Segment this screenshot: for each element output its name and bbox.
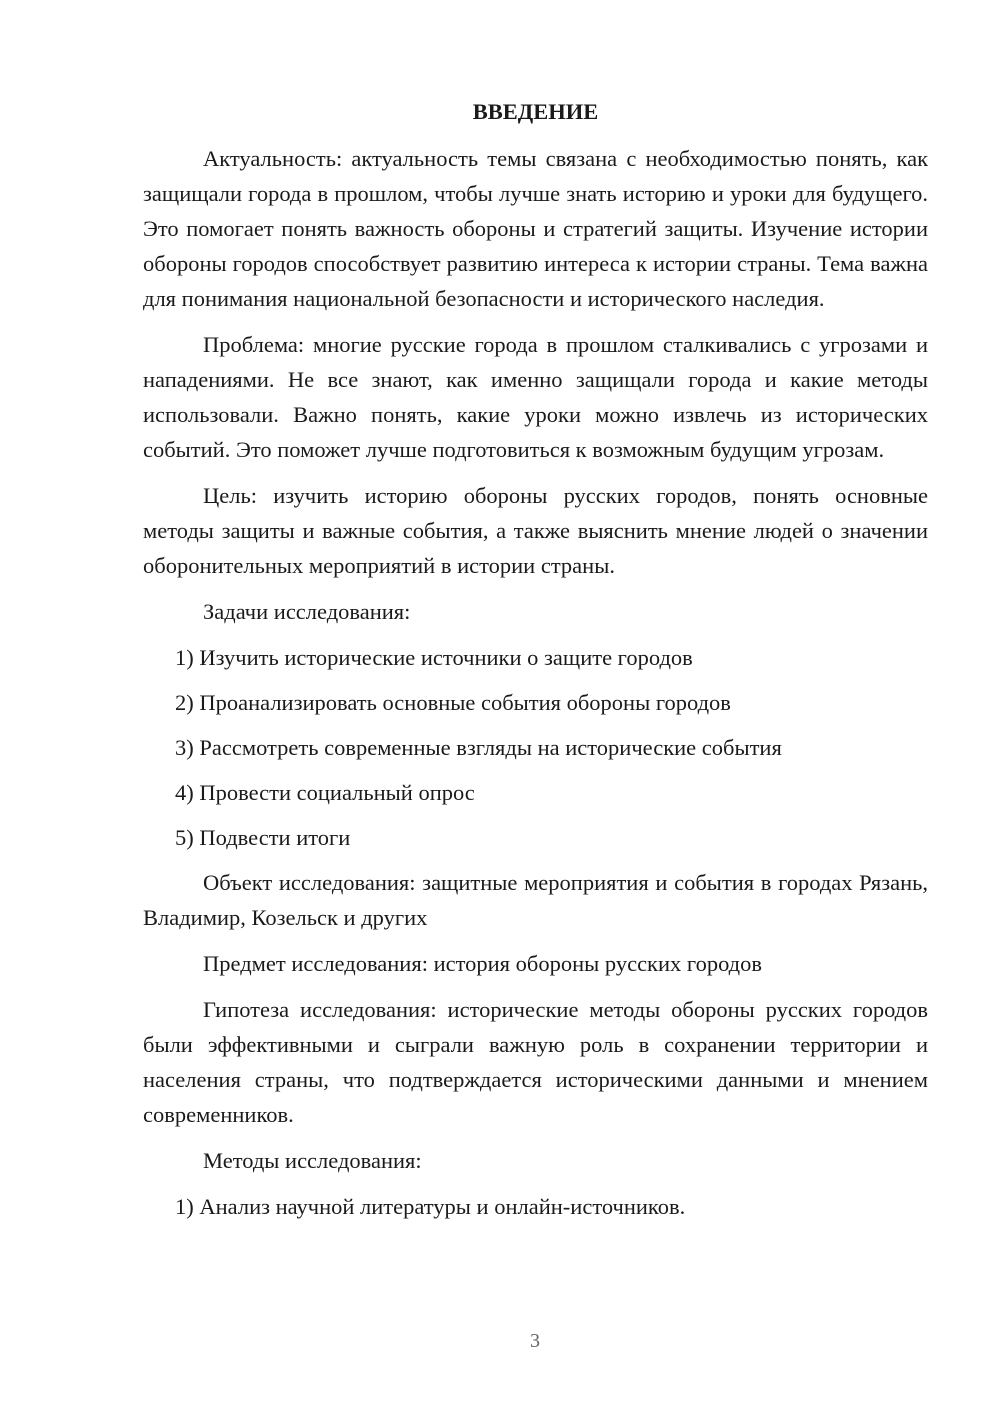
tasks-list [143, 640, 928, 855]
list-item: 2) Проанализировать основные события обороны городов [175, 690, 731, 715]
list-item: 1) Анализ научной литературы и онлайн-источников. [175, 1194, 686, 1219]
hypothesis-paragraph: Гипотеза исследования: исторические методы обороны русских городов были эффективными и сыграли важную роль в сохранении территории и населения страны, что подтверждается историческими данными и мнением современников. [143, 997, 928, 1127]
goal-paragraph: Цель: изучить историю обороны русских городов, понять основные методы защиты и важные события, а также выяснить мнение людей о значении оборонительных мероприятий в истории страны. [143, 483, 928, 578]
object-paragraph: Объект исследования: защитные мероприятия и события в городах Рязань, Владимир, Козельск и других [143, 870, 928, 930]
problem-paragraph: Проблема: многие русские города в прошлом сталкивались с угрозами и нападениями. Не все знают, как именно защищали города и какие методы использовали. Важно понять, какие уроки можно извлечь из исторических событий. Это поможет лучше подготовиться к возможным будущим угрозам. [143, 332, 928, 462]
list-item: 3) Рассмотреть современные взгляды на исторические события [175, 735, 782, 760]
list-item: 4) Провести социальный опрос [175, 780, 475, 805]
relevance-paragraph: Актуальность: актуальность темы связана с необходимостью понять, как защищали города в прошлом, чтобы лучше знать историю и уроки для будущего. Это помогает понять важность обороны и стратегий защиты. Изучение истории обороны городов способствует развитию интереса к истории страны. Тема важна для понимания национальной безопасности и исторического наследия. [143, 146, 928, 311]
list-item: 1) Изучить исторические источники о защите городов [175, 645, 693, 670]
document-page [143, 94, 928, 1234]
methods-heading: Методы исследования: [203, 1148, 422, 1173]
page-title: ВВЕДЕНИЕ [472, 99, 599, 124]
methods-list [143, 1189, 928, 1224]
tasks-heading: Задачи исследования: [203, 599, 411, 624]
subject-paragraph: Предмет исследования: история обороны русских городов [203, 951, 762, 976]
list-item: 5) Подвести итоги [175, 825, 351, 850]
page-number: 3 [530, 1330, 540, 1352]
